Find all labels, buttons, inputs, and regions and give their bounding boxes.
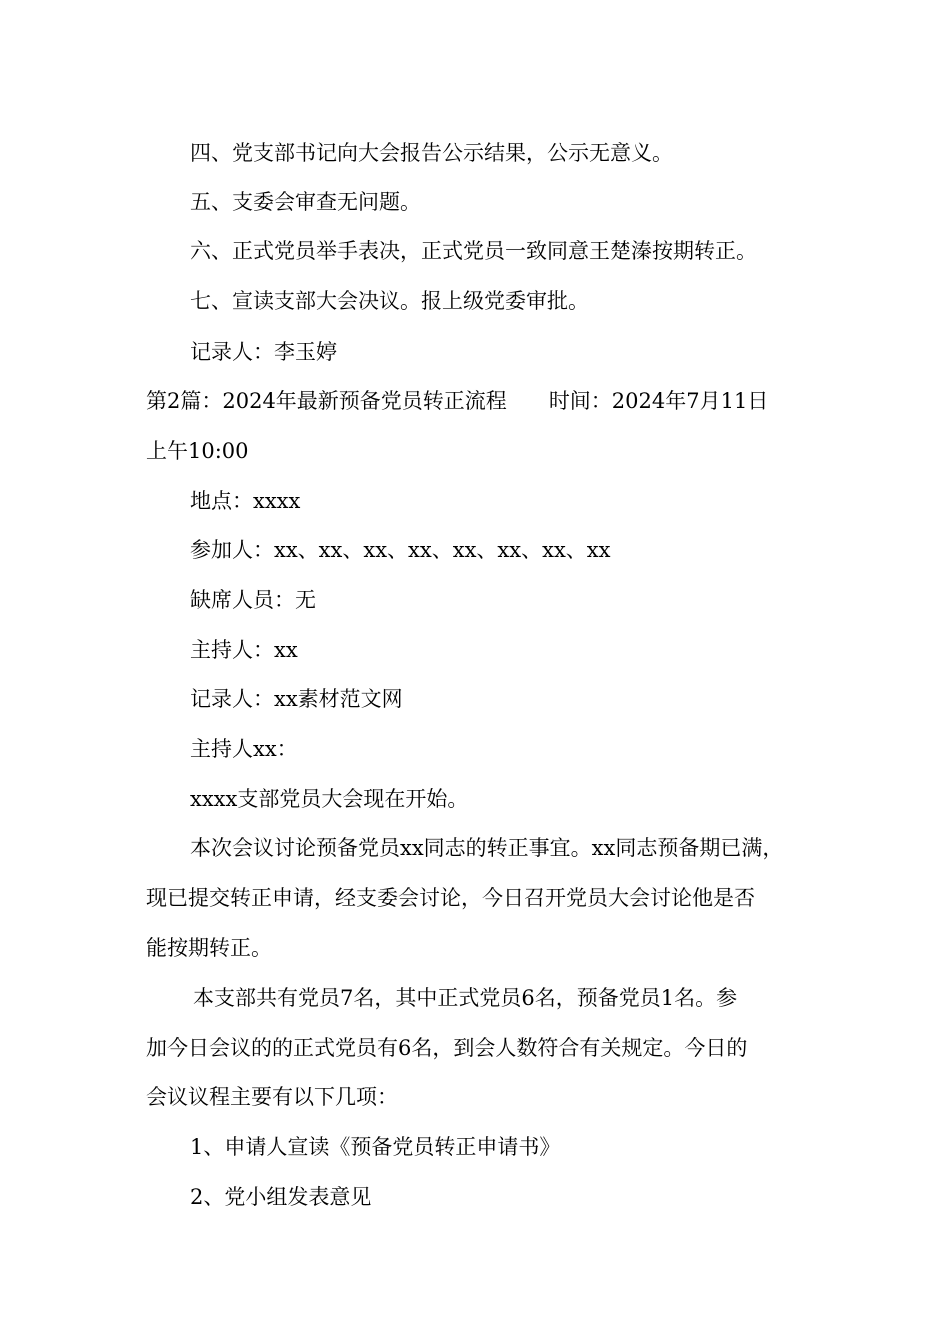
item-four: 四、党支部书记向大会报告公示结果，公示无意义。 [190, 141, 673, 165]
meeting-time: 时间：2024年7月11日 [548, 389, 769, 413]
agenda-item-2: 2、党小组发表意见 [190, 1185, 372, 1209]
meeting-place: 地点：xxxx [190, 489, 301, 513]
recorder: 记录人：xx素材范文网 [190, 687, 403, 711]
para1-line1: 本次会议讨论预备党员xx同志的转正事宜。xx同志预备期已满， [190, 836, 784, 860]
absent: 缺席人员：无 [190, 588, 316, 612]
participants: 参加人：xx、xx、xx、xx、xx、xx、xx、xx [190, 538, 611, 562]
item-six: 六、正式党员举手表决，正式党员一致同意王楚溱按期转正。 [190, 239, 757, 263]
para1-line2: 现已提交转正申请，经支委会讨论，今日召开党员大会讨论他是否 [146, 886, 755, 910]
section-heading-row [146, 388, 826, 414]
section-heading: 第2篇：2024年最新预备党员转正流程 [146, 389, 507, 413]
item-five: 五、支委会审查无问题。 [190, 190, 421, 214]
opening: xxxx支部党员大会现在开始。 [190, 787, 469, 811]
item-seven: 七、宣读支部大会决议。报上级党委审批。 [190, 289, 589, 313]
para2-line3: 会议议程主要有以下几项： [146, 1085, 398, 1109]
host: 主持人：xx [190, 638, 298, 662]
recorder-line: 记录人：李玉婷 [190, 340, 337, 364]
host-speaks: 主持人xx： [190, 737, 298, 761]
para1-line3: 能按期转正。 [146, 936, 272, 960]
para2-line2: 加今日会议的的正式党员有6名，到会人数符合有关规定。今日的 [146, 1036, 748, 1060]
meeting-time-cont: 上午10:00 [146, 439, 249, 463]
para2-line1: 本支部共有党员7名，其中正式党员6名，预备党员1名。参 [193, 986, 738, 1010]
agenda-item-1: 1、申请人宣读《预备党员转正申请书》 [190, 1135, 561, 1159]
